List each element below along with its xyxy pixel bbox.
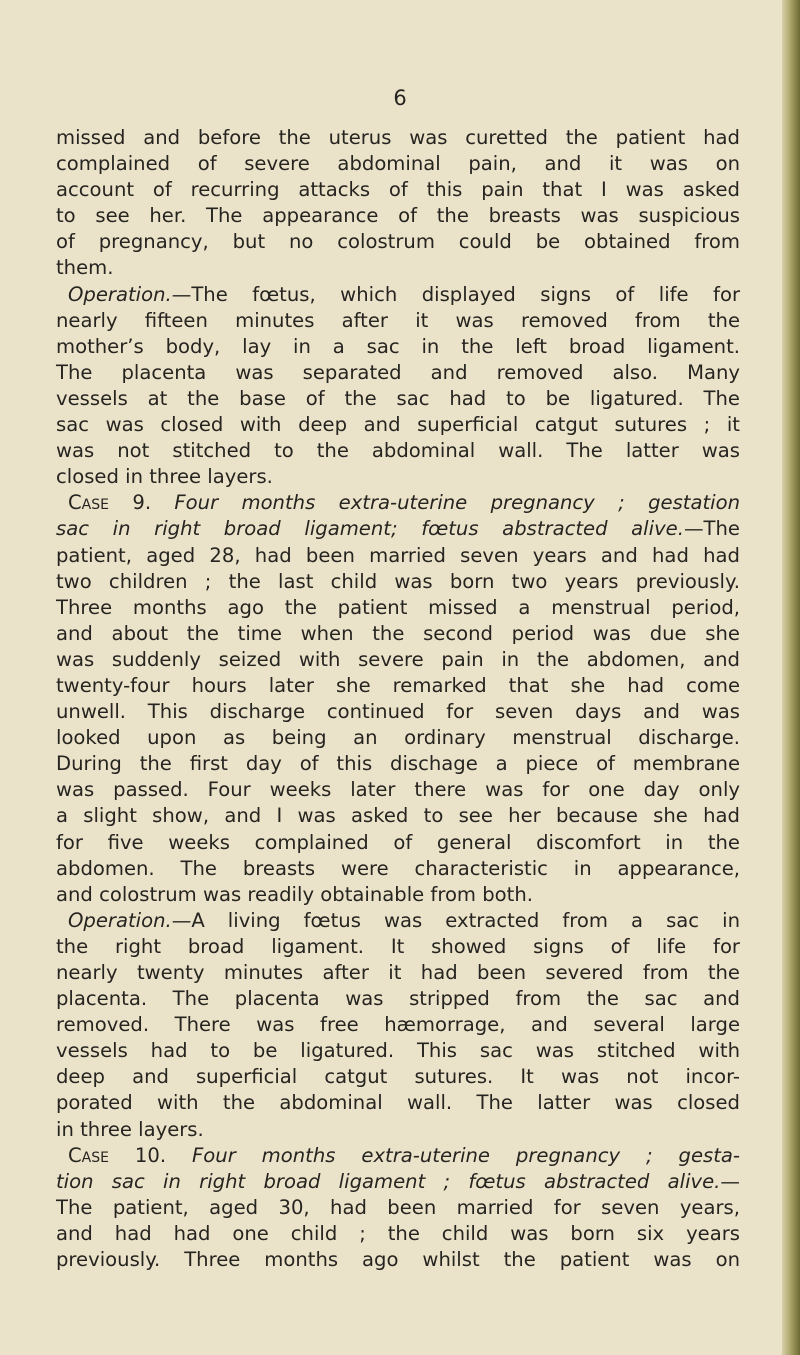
text-span: for five weeks complained of general discomfort in the bbox=[56, 830, 740, 854]
text-line bbox=[56, 282, 740, 308]
text-line bbox=[56, 882, 740, 908]
text-line bbox=[56, 1090, 740, 1116]
text-line bbox=[56, 908, 740, 934]
text-span: and about the time when the second period was due she bbox=[56, 621, 740, 645]
case-label: Case bbox=[68, 491, 109, 515]
text-span: was suddenly seized with severe pain in the abdomen, and bbox=[56, 647, 740, 671]
text-line bbox=[56, 647, 740, 673]
text-line bbox=[56, 125, 740, 151]
italic-text: Four months extra-uterine pregnancy ; gestation bbox=[174, 491, 740, 515]
italic-text: sac in right broad ligament; fœtus abstracted alive. bbox=[56, 517, 684, 541]
text-span: and colostrum was readily obtainable from both. bbox=[56, 882, 533, 906]
italic-text: Operation. bbox=[68, 282, 172, 306]
italic-text: Four months extra-uterine pregnancy ; gesta- bbox=[192, 1143, 741, 1167]
text-line bbox=[56, 569, 740, 595]
text-span: in three layers. bbox=[56, 1117, 204, 1141]
text-span: to see her. The appearance of the breasts was suspicious bbox=[56, 204, 740, 228]
text-line bbox=[56, 386, 740, 412]
text-span: —A living fœtus was extracted from a sac in bbox=[171, 908, 740, 932]
text-line bbox=[56, 1247, 740, 1273]
text-span: porated with the abdominal wall. The latter was closed bbox=[56, 1091, 740, 1115]
text-line bbox=[56, 255, 740, 281]
text-span: 9. bbox=[109, 491, 175, 515]
text-line bbox=[56, 412, 740, 438]
text-span: account of recurring attacks of this pain that I was asked bbox=[56, 178, 740, 202]
text-span: them. bbox=[56, 256, 114, 280]
text-line bbox=[56, 1038, 740, 1064]
text-line bbox=[56, 934, 740, 960]
text-line bbox=[56, 830, 740, 856]
text-span: was passed. Four weeks later there was for one day only bbox=[56, 778, 740, 802]
text-span: — bbox=[720, 1169, 740, 1193]
text-line bbox=[56, 516, 740, 542]
text-span: During the first day of this dischage a piece of membrane bbox=[56, 752, 740, 776]
text-line bbox=[56, 438, 740, 464]
text-span: vessels at the base of the sac had to be ligatured. The bbox=[56, 386, 740, 410]
text-line bbox=[56, 464, 740, 490]
text-line bbox=[56, 960, 740, 986]
text-line bbox=[56, 1064, 740, 1090]
italic-text: Operation. bbox=[68, 908, 172, 932]
text-span: vessels had to be ligatured. This sac was stitched with bbox=[56, 1039, 740, 1063]
text-span: nearly fifteen minutes after it was removed from the bbox=[56, 308, 740, 332]
text-span: missed and before the uterus was curetted the patient had bbox=[56, 126, 740, 149]
page-edge bbox=[782, 0, 800, 1355]
text-span: previously. Three months ago whilst the patient was on bbox=[56, 1248, 740, 1272]
text-line bbox=[56, 803, 740, 829]
text-line bbox=[56, 1221, 740, 1247]
text-line bbox=[56, 856, 740, 882]
text-span: placenta. The placenta was stripped from the sac and bbox=[56, 987, 740, 1011]
text-line bbox=[56, 673, 740, 699]
text-span: abdomen. The breasts were characteristic in appearance, bbox=[56, 856, 740, 880]
text-line bbox=[56, 360, 740, 386]
text-span: looked upon as being an ordinary menstrual discharge. bbox=[56, 726, 740, 750]
text-span: twenty-four hours later she remarked that she had come bbox=[56, 673, 740, 697]
text-line bbox=[56, 490, 740, 516]
text-line bbox=[56, 751, 740, 777]
text-span: Three months ago the patient missed a menstrual period, bbox=[56, 595, 740, 619]
italic-text: tion sac in right broad ligament ; fœtus abstracted alive. bbox=[56, 1169, 721, 1193]
text-line bbox=[56, 1117, 740, 1143]
text-span: and had had one child ; the child was born six years bbox=[56, 1221, 740, 1245]
text-span: The patient, aged 30, had been married for seven years, bbox=[56, 1195, 740, 1219]
text-line bbox=[56, 177, 740, 203]
text-line bbox=[56, 621, 740, 647]
text-line bbox=[56, 151, 740, 177]
text-span: mother’s body, lay in a sac in the left broad ligament. bbox=[56, 334, 740, 358]
text-span: two children ; the last child was born two years previously. bbox=[56, 569, 740, 593]
text-line bbox=[56, 229, 740, 255]
text-line bbox=[56, 1143, 740, 1169]
text-line bbox=[56, 725, 740, 751]
text-line bbox=[56, 308, 740, 334]
text-span: 10. bbox=[109, 1143, 193, 1167]
text-span: The placenta was separated and removed also. Many bbox=[56, 360, 740, 384]
text-span: complained of severe abdominal pain, and it was on bbox=[56, 152, 740, 176]
text-line bbox=[56, 986, 740, 1012]
case-label: Case bbox=[68, 1143, 109, 1167]
text-line bbox=[56, 203, 740, 229]
text-span: was not stitched to the abdominal wall. The latter was bbox=[56, 439, 740, 463]
text-line bbox=[56, 1195, 740, 1221]
text-span: removed. There was free hæmorrage, and several large bbox=[56, 1013, 740, 1037]
text-span: the right broad ligament. It showed signs of life for bbox=[56, 934, 740, 958]
text-span: closed in three layers. bbox=[56, 465, 273, 489]
text-line bbox=[56, 699, 740, 725]
text-line bbox=[56, 595, 740, 621]
text-span: sac was closed with deep and superficial catgut sutures ; it bbox=[56, 413, 740, 437]
page-number: 6 bbox=[393, 86, 407, 110]
text-span: unwell. This discharge continued for seven days and was bbox=[56, 700, 740, 724]
text-line bbox=[56, 777, 740, 803]
text-span: of pregnancy, but no colostrum could be obtained from bbox=[56, 230, 740, 254]
text-span: deep and superficial catgut sutures. It was not incor- bbox=[56, 1065, 740, 1089]
body-text bbox=[56, 125, 740, 1273]
text-span: a slight show, and I was asked to see her because she had bbox=[56, 804, 740, 828]
text-line bbox=[56, 1012, 740, 1038]
text-span: —The fœtus, which displayed signs of life for bbox=[171, 282, 740, 306]
text-span: nearly twenty minutes after it had been severed from the bbox=[56, 961, 740, 984]
text-span: patient, aged 28, had been married seven years and had had bbox=[56, 543, 740, 567]
text-line bbox=[56, 543, 740, 569]
text-span: —The bbox=[683, 517, 740, 541]
text-line bbox=[56, 334, 740, 360]
text-line bbox=[56, 1169, 740, 1195]
